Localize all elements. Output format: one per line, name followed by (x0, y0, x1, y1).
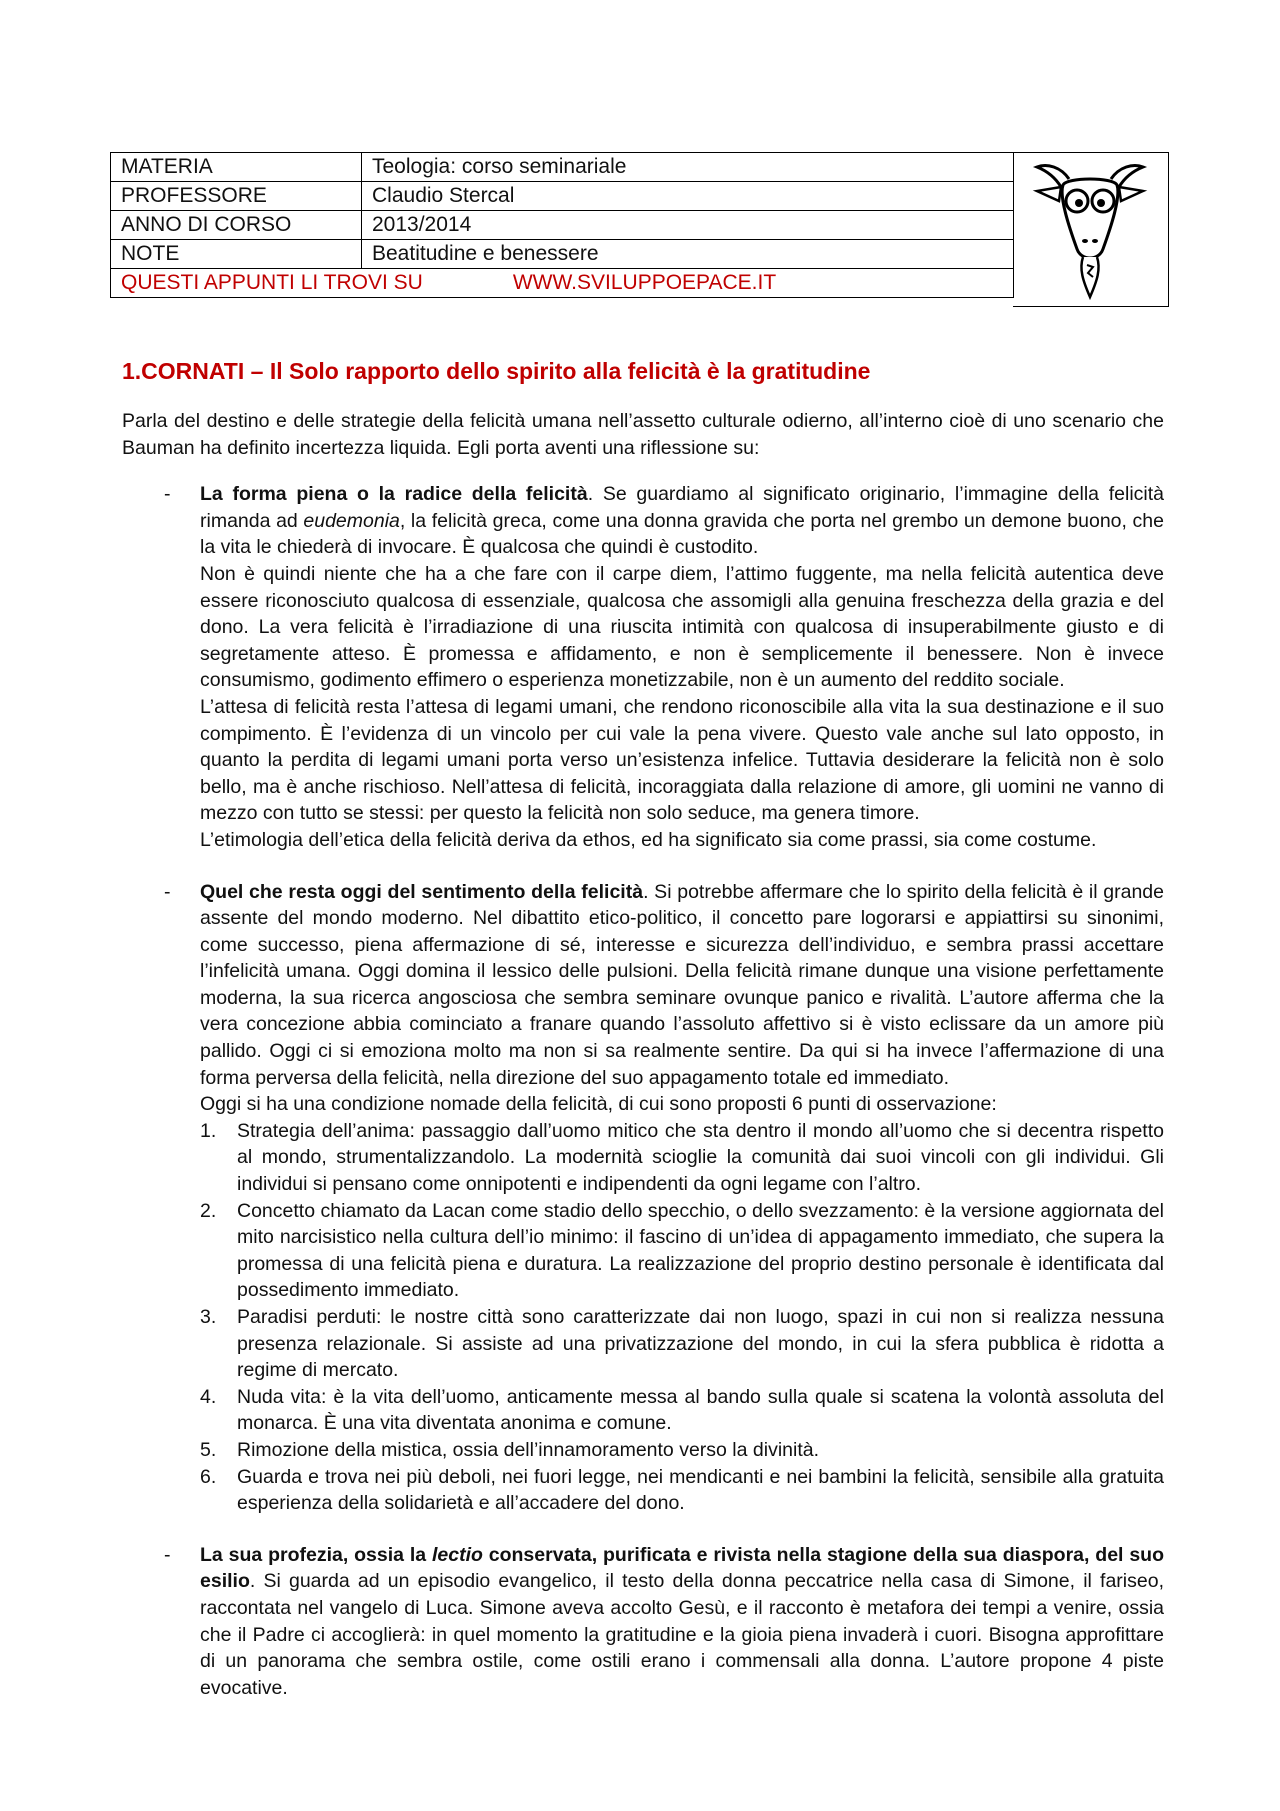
item-text: Guarda e trova nei più deboli, nei fuori legge, nei mendicanti e nei bambini la felicità, sensibile alla gratuita esperienza della solidarietà e all’accadere del dono. (237, 1465, 1164, 1515)
link-cell (111, 269, 1014, 298)
row-value: Beatitudine e benessere (362, 240, 1014, 269)
item-text: Rimozione della mistica, ossia dell’innamoramento verso la divinità. (237, 1438, 820, 1461)
table-row-link (111, 269, 1014, 298)
table-row (111, 240, 1014, 269)
numbered-item (200, 1198, 1164, 1304)
main-content (122, 356, 1164, 1726)
bullet-list (122, 481, 1164, 1701)
row-label: NOTE (111, 240, 362, 269)
row-label: MATERIA (111, 153, 362, 182)
row-label: ANNO DI CORSO (111, 211, 362, 240)
bullet-lead: Quel che resta oggi del sentimento della felicità (200, 880, 644, 903)
bullet-dash: - (164, 1543, 171, 1566)
item-number: 5. (200, 1438, 217, 1461)
item-text: Paradisi perduti: le nostre città sono caratterizzate dai non luogo, spazi in cui non si realizza nessuna presenza relazionale. Si assiste ad una privatizzazione del mondo, in cui la sfera pubblica è ridotta a regime di mercato. (237, 1306, 1164, 1382)
item-number: 1. (200, 1119, 217, 1142)
item-text: Nuda vita: è la vita dell’uomo, anticamente messa al bando sulla quale si scatena la volontà assoluta del monarca. È una vita diventata anonima e comune. (237, 1385, 1164, 1435)
item-number: 6. (200, 1465, 217, 1488)
text-span: . Se guardiamo al significato originario, l’immagine della felicità rimanda ad (200, 483, 1164, 532)
row-value: Teologia: corso seminariale (362, 153, 1014, 182)
site-link[interactable]: WWW.SVILUPPOEPACE.IT (512, 271, 777, 294)
item-number: 4. (200, 1385, 217, 1408)
paragraph (200, 1542, 1164, 1702)
bullet-dash: - (164, 483, 171, 506)
numbered-item (200, 1437, 1164, 1464)
paragraph (200, 879, 1164, 1092)
emphasis: lectio (431, 1543, 483, 1566)
numbered-list (200, 1118, 1164, 1517)
course-info-table (110, 152, 1014, 298)
table-row (111, 211, 1014, 240)
row-value: 2013/2014 (362, 211, 1014, 240)
text-span: La sua profezia, ossia la (200, 1543, 432, 1566)
item-text: Strategia dell’anima: passaggio dall’uomo mitico che sta dentro il mondo all’uomo che si decentra rispetto al mondo, strumentalizzandolo. La modernità scioglie la comunità dai suoi vincoli con gli individui. Gli individui si pensano come onnipotenti e indipendenti da ogni legame con l’altro. (237, 1119, 1164, 1196)
link-label: QUESTI APPUNTI LI TROVI SU (121, 271, 423, 294)
paragraph: L’attesa di felicità resta l’attesa di legami umani, che rendono riconoscibile alla vita la sua destinazione e il suo compimento. È l’evidenza di un vincolo per cui vale la pena vivere. Questo vale anche sul lato opposto, in quanto la perdita di legami umani porta verso un’esistenza infelice. Tuttavia desiderare la felicità non è solo bello, ma è anche rischioso. Nell’attesa di felicità, incoraggiata dalla relazione di amore, gli uomini ne vanno di mezzo con tutto se stessi: per questo la felicità non solo seduce, ma genera timore. (200, 695, 1164, 825)
list-item (122, 481, 1164, 853)
goat-logo-icon (1031, 157, 1149, 302)
paragraph: Non è quindi niente che ha a che fare con il carpe diem, l’attimo fuggente, ma nella felicità autentica deve essere riconosciuto qualcosa di essenziale, qualcosa che assomigli alla genuina freschezza della grazia e del dono. La vera felicità è l’irradiazione di una riuscita intimità con qualcosa di insuperabilmente giusto e di segretamente atteso. È promessa e affidamento, e non è semplicemente il benessere. Non è invece consumismo, godimento effimero o esperienza monetizzabile, non è un aumento del reddito sociale. (200, 562, 1164, 692)
bullet-dash: - (164, 880, 171, 903)
paragraph: L’etimologia dell’etica della felicità deriva da ethos, ed ha significato sia come prassi, sia come costume. (200, 828, 1097, 851)
text-span: . Si potrebbe affermare che lo spirito della felicità è il grande assente del mondo moderno. Nel dibattito etico-politico, il concetto pare logorarsi e appiattirsi su sinonimi, come successo, piena affermazione di sé, interesse e sicurezza dell’individuo, e sembra prassi accettare l’infelicità umana. Oggi domina il lessico delle pulsioni. Della felicità rimane dunque una visione perfettamente moderna, la sua ricerca angosciosa che sembra seminare ovunque panico e rivalità. L’autore afferma che la vera concezione abbia cominciato a franare quando l’assoluto affettivo si è visto eclissare da un amore più pallido. Oggi ci si emoziona molto ma non si sa realmente sentire. Da qui si ha invece l’affermazione di una forma perversa della felicità, nella direzione del suo appagamento totale ed immediato. (200, 880, 1164, 1089)
bullet-lead: La forma piena o la radice della felicità (200, 483, 588, 506)
item-number: 2. (200, 1199, 217, 1222)
item-text: Concetto chiamato da Lacan come stadio dello specchio, o dello svezzamento: è la versione aggiornata del mito narcisistico nella cultura dell’io minimo: il fascino di un’idea di appagamento immediato, che supera la promessa di una felicità piena e duratura. La realizzazione del proprio destino personale è identificata dal possedimento immediato. (237, 1199, 1164, 1302)
paragraph: Oggi si ha una condizione nomade della felicità, di cui sono proposti 6 punti di osservazione: (200, 1093, 997, 1116)
row-label: PROFESSORE (111, 182, 362, 211)
table-row (111, 153, 1014, 182)
header-table (110, 152, 1168, 307)
item-number: 3. (200, 1306, 217, 1328)
emphasis: eudemonia (303, 509, 400, 532)
paragraph (200, 481, 1164, 561)
numbered-item (200, 1118, 1164, 1198)
row-value: Claudio Stercal (362, 182, 1014, 211)
numbered-item (200, 1304, 1164, 1384)
text-span: conservata, purificata e rivista nella stagione della sua diaspora, del suo esilio (200, 1543, 1164, 1593)
text-span: , la felicità greca, come una donna gravida che porta nel grembo un demone buono, che la vita le chiederà di invocare. È qualcosa che quindi è custodito. (200, 509, 1164, 559)
numbered-item (200, 1384, 1164, 1437)
list-item (122, 1542, 1164, 1702)
section-title: 1.CORNATI – Il Solo rapporto dello spirito alla felicità è la gratitudine (122, 358, 871, 384)
table-row (111, 182, 1014, 211)
intro-paragraph: Parla del destino e delle strategie della felicità umana nell’assetto culturale odierno, all’interno cioè di uno scenario che Bauman ha definito incertezza liquida. Egli porta aventi una riflessione su: (122, 410, 1164, 459)
text-span: . Si guarda ad un episodio evangelico, il testo della donna peccatrice nella casa di Simone, il fariseo, raccontata nel vangelo di Luca. Simone aveva accolto Gesù, e il racconto è metafora dei tempi a venire, ossia che il Padre ci accoglierà: in quel momento la gratitudine e la gioia piena invaderà i cuori. Bisogna approfittare di un panorama che sembra ostile, come ostili erano i commensali alla donna. L’autore propone 4 piste evocative. (200, 1570, 1164, 1699)
logo-box (1013, 152, 1169, 307)
list-item (122, 879, 1164, 1517)
numbered-item (200, 1464, 1164, 1517)
